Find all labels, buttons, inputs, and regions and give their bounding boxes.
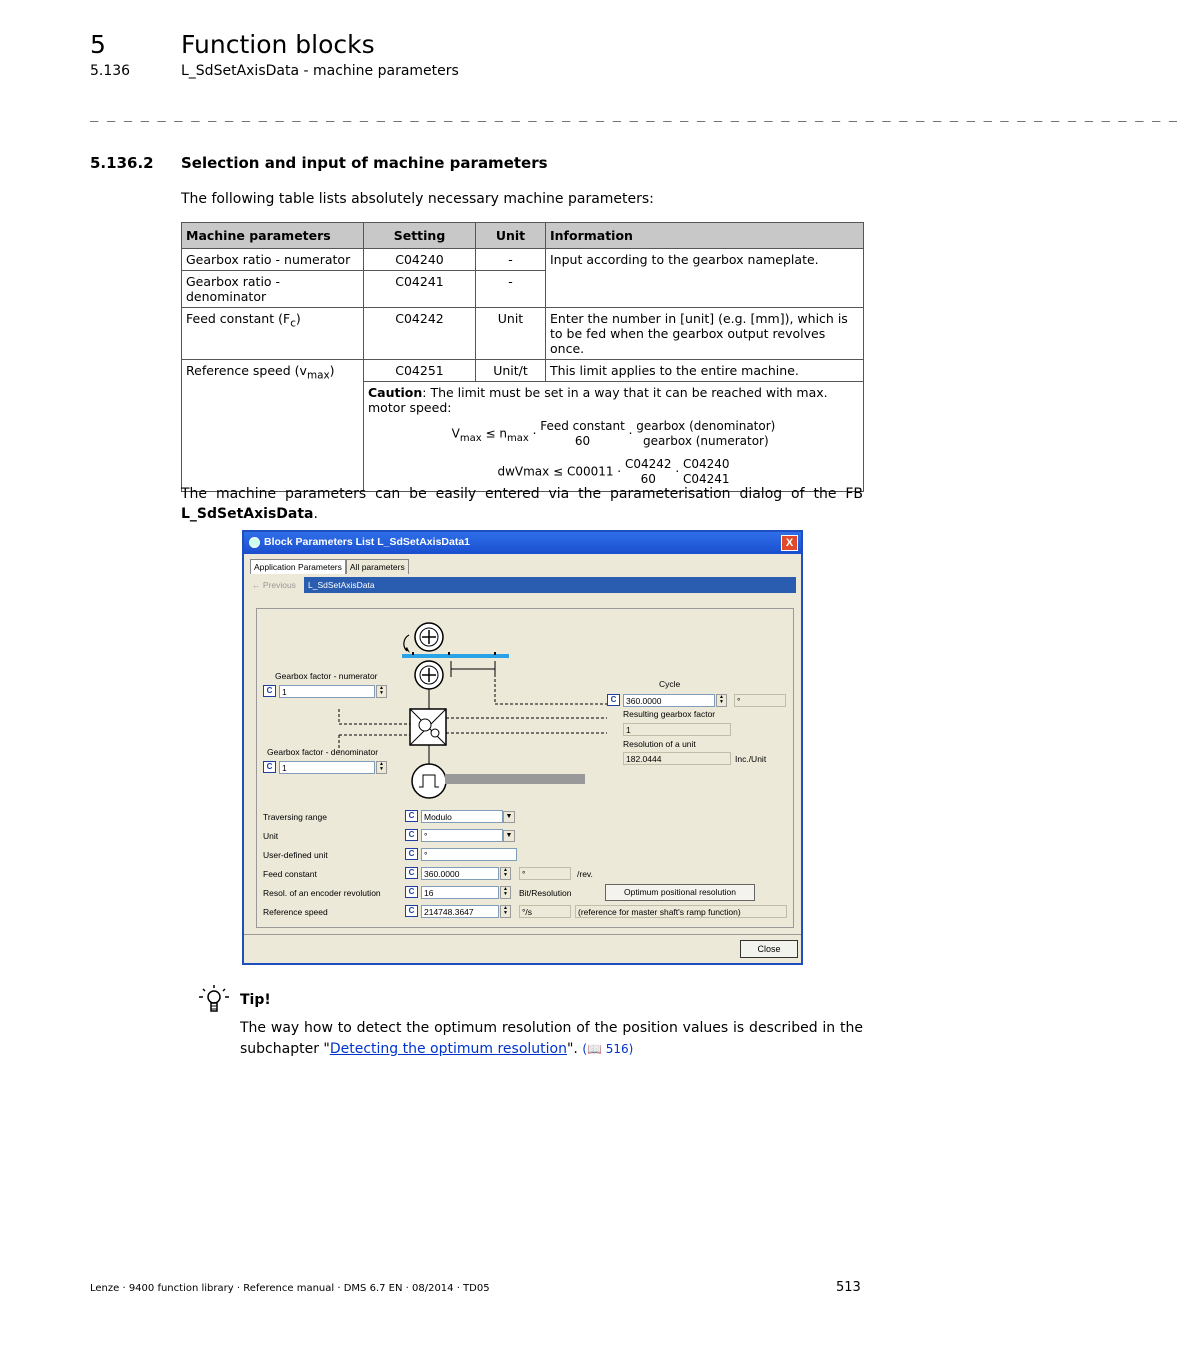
formula-le: ≤ n	[481, 426, 507, 441]
info-cell: Enter the number in [unit] (e.g. [mm]), which is to be fed when the gearbox output revolves once.	[546, 308, 864, 360]
feed-constant-label: Feed constant	[263, 869, 317, 879]
fraction-numerator: C04242	[624, 457, 672, 471]
caution-text	[368, 385, 859, 415]
resulting-gearbox-field: 1	[623, 723, 731, 736]
spin-icon[interactable]: ▲ ▼	[716, 694, 727, 707]
fraction-numerator: C04240	[682, 457, 730, 471]
unit-cell: Unit/t	[476, 360, 546, 382]
encoder-resolution-field[interactable]: 16	[421, 886, 499, 899]
nav-path: L_SdSetAxisData	[304, 577, 796, 593]
chapter-number: 5	[90, 30, 106, 59]
fraction-c04242	[625, 457, 672, 487]
close-icon[interactable]: X	[781, 535, 798, 551]
fraction-denominator: 60	[640, 472, 656, 486]
c-button[interactable]: C	[263, 761, 276, 773]
param-cell: Gearbox ratio - numerator	[182, 249, 364, 271]
reference-speed-label: Reference speed	[263, 907, 328, 917]
unit-select[interactable]: °	[421, 829, 503, 842]
param-subscript: c	[290, 317, 296, 330]
c-button[interactable]: C	[405, 905, 418, 917]
c-button[interactable]: C	[405, 867, 418, 879]
caution-cell	[364, 382, 864, 492]
spin-icon[interactable]: ▲ ▼	[500, 867, 511, 880]
c-button[interactable]: C	[263, 685, 276, 697]
formula-n-sub: max	[506, 432, 529, 444]
reference-speed-note: (reference for master shaft's ramp function)	[575, 905, 787, 918]
sum-junction-top-icon	[415, 623, 443, 651]
dialog-title-bar	[244, 532, 801, 554]
rotation-arrow-icon	[404, 635, 410, 653]
fraction-denominator: C04241	[682, 472, 730, 486]
paragraph-text: The machine parameters can be easily entered via the parameterisation dialog of the FB	[181, 486, 863, 502]
param-text-end: )	[295, 311, 301, 326]
c-button[interactable]: C	[405, 829, 418, 841]
section-number: 5.136.2	[90, 154, 154, 172]
header-setting: Setting	[364, 223, 476, 249]
section-title: Selection and input of machine parameters	[181, 154, 548, 172]
formula-vmax	[368, 419, 859, 449]
fraction-feed	[540, 419, 625, 449]
tab-bar	[250, 559, 409, 575]
table-row	[182, 360, 864, 382]
tab-all-parameters[interactable]: All parameters	[346, 559, 409, 574]
reference-speed-field[interactable]: 214748.3647	[421, 905, 499, 918]
lightbulb-icon	[196, 984, 232, 1016]
intro-text: The following table lists absolutely necessary machine parameters:	[181, 191, 654, 207]
c-button[interactable]: C	[405, 886, 418, 898]
unit-cell: Unit	[476, 308, 546, 360]
spin-icon[interactable]: ▲ ▼	[376, 761, 387, 774]
unit-label: Unit	[263, 831, 279, 841]
previous-button[interactable]: ← Previous	[252, 580, 296, 590]
parameters-panel	[256, 608, 794, 928]
block-parameters-dialog	[242, 530, 803, 965]
user-defined-unit-field[interactable]: °	[421, 848, 517, 861]
encoder-resolution-label: Resol. of an encoder revolution	[263, 888, 381, 898]
formula-dot: ·	[675, 464, 683, 479]
machine-parameters-table	[181, 222, 864, 492]
reference-speed-unit: °/s	[519, 905, 571, 918]
gearbox-icon	[410, 709, 446, 745]
caution-label: Caution	[368, 385, 423, 400]
encoder-resolution-unit: Bit/Resolution	[519, 888, 572, 898]
chapter-title: Function blocks	[181, 30, 375, 59]
gearbox-numerator-field[interactable]: 1	[279, 685, 375, 698]
traversing-range-select[interactable]: Modulo	[421, 810, 503, 823]
gearbox-denominator-label: Gearbox factor - denominator	[267, 747, 379, 757]
table-header-row	[182, 223, 864, 249]
formula-dwvmax	[368, 457, 859, 487]
param-cell: Gearbox ratio - denominator	[182, 271, 364, 308]
header-information: Information	[546, 223, 864, 249]
feed-constant-field[interactable]: 360.0000	[421, 867, 499, 880]
fraction-c04240	[683, 457, 730, 487]
traversing-range-label: Traversing range	[263, 812, 327, 822]
divider	[244, 934, 801, 935]
table-row	[182, 308, 864, 360]
cycle-label: Cycle	[659, 679, 681, 689]
formula-lhs: dwVmax ≤ C00011 ·	[497, 464, 625, 479]
c-button[interactable]: C	[405, 848, 418, 860]
info-cell: Input according to the gearbox nameplate.	[546, 249, 864, 308]
c-button[interactable]: C	[405, 810, 418, 822]
encoder-icon	[412, 764, 446, 798]
feed-constant-unit: °	[519, 867, 571, 880]
formula-v: V	[451, 426, 460, 441]
paragraph-end: .	[313, 506, 318, 522]
detecting-resolution-link[interactable]: Detecting the optimum resolution	[329, 1041, 567, 1057]
user-defined-unit-label: User-defined unit	[263, 850, 328, 860]
spin-icon[interactable]: ▲ ▼	[376, 685, 387, 698]
unit-cell: -	[476, 249, 546, 271]
resolution-unit: Inc./Unit	[735, 754, 767, 764]
dialog-intro-paragraph	[181, 484, 863, 524]
cycle-unit: °	[734, 694, 786, 707]
fraction-numerator: Feed constant	[540, 419, 625, 433]
chevron-down-icon[interactable]: ▼	[503, 811, 515, 823]
close-button[interactable]: Close	[740, 940, 798, 958]
subchapter-title: L_SdSetAxisData - machine parameters	[181, 63, 459, 79]
page-reference-link[interactable]: (📖 516)	[582, 1042, 634, 1056]
fraction-numerator: gearbox (denominator)	[636, 419, 776, 433]
formula-v-sub: max	[459, 432, 482, 444]
param-subscript: max	[306, 369, 330, 382]
optimum-resolution-button[interactable]: Optimum positional resolution	[605, 884, 755, 901]
sum-junction-bottom-icon	[415, 661, 443, 689]
fraction-denominator: gearbox (numerator)	[642, 434, 769, 448]
shaft-bar	[445, 774, 585, 784]
tip-title: Tip!	[240, 992, 271, 1008]
caution-body: : The limit must be set in a way that it can be reached with max. motor speed:	[368, 385, 828, 415]
param-text: Feed constant (F	[186, 311, 291, 326]
formula-dot: ·	[628, 426, 637, 441]
header-machine-parameters: Machine parameters	[182, 223, 364, 249]
footer-text: Lenze · 9400 function library · Reference manual · DMS 6.7 EN · 08/2014 · TD05	[90, 1283, 490, 1294]
subchapter-number: 5.136	[90, 63, 131, 79]
spin-icon[interactable]: ▲ ▼	[500, 905, 511, 918]
formula-dot: ·	[528, 426, 541, 441]
tip-text-start: The way how to detect the optimum resolution of the position values is described in the subchapter "	[240, 1020, 863, 1057]
table-row	[182, 249, 864, 271]
param-text-end: )	[329, 363, 335, 378]
param-text: Reference speed (v	[186, 363, 307, 378]
resulting-gearbox-label: Resulting gearbox factor	[623, 709, 716, 719]
setting-cell: C04240	[364, 249, 476, 271]
dialog-title: Block Parameters List L_SdSetAxisData1	[264, 536, 471, 548]
setting-cell: C04242	[364, 308, 476, 360]
param-cell	[182, 308, 364, 360]
chevron-down-icon[interactable]: ▼	[503, 830, 515, 842]
app-icon	[249, 537, 260, 548]
resolution-field: 182.0444	[623, 752, 731, 765]
info-cell: This limit applies to the entire machine.	[546, 360, 864, 382]
gearbox-denominator-field[interactable]: 1	[279, 761, 375, 774]
navigation-bar	[250, 577, 797, 594]
setting-cell: C04251	[364, 360, 476, 382]
tip-text-end: ".	[566, 1041, 583, 1057]
resolution-label: Resolution of a unit	[623, 739, 696, 749]
spin-icon[interactable]: ▲ ▼	[500, 886, 511, 899]
cycle-field[interactable]: 360.0000	[623, 694, 715, 707]
setting-cell: C04241	[364, 271, 476, 308]
header-dashed-rule: _ _ _ _ _ _ _ _ _ _ _ _ _ _ _ _ _ _ _ _ _ _ _ _ _ _ _ _ _ _ _ _ _ _ _ _ _ _ _ _ _ _ _ _ _ _ _ _ _ _ _ _ _ _ _ _ _ _ _ _ _ _ _ _ _	[90, 106, 1177, 122]
feed-constant-per-rev: /rev.	[577, 869, 593, 879]
fraction-gearbox	[636, 419, 775, 449]
tip-text	[240, 1018, 863, 1060]
page-number: 513	[836, 1280, 861, 1295]
param-cell	[182, 360, 364, 492]
c-button[interactable]: C	[607, 694, 620, 706]
paragraph-bold: L_SdSetAxisData	[181, 506, 314, 522]
unit-cell: -	[476, 271, 546, 308]
fraction-denominator: 60	[574, 434, 591, 448]
gearbox-numerator-label: Gearbox factor - numerator	[275, 671, 378, 681]
tab-application-parameters[interactable]: Application Parameters	[250, 559, 346, 574]
header-unit: Unit	[476, 223, 546, 249]
